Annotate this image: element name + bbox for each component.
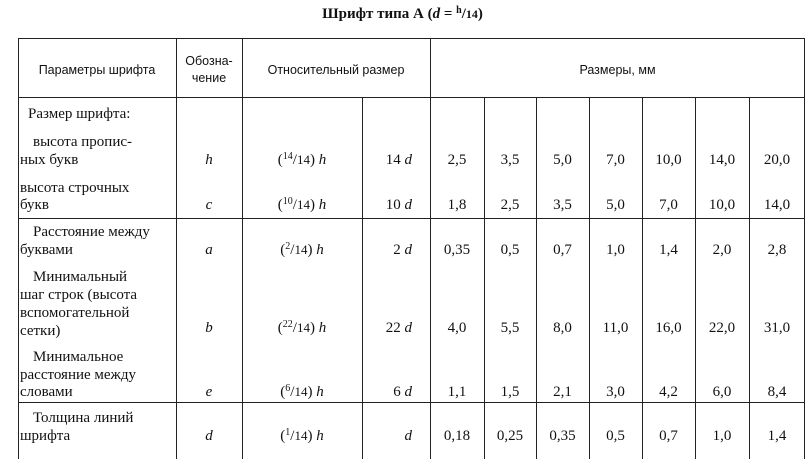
size-value: 2,0 <box>712 242 732 258</box>
size-value: 10,0 <box>655 152 682 168</box>
size-value: 2,5 <box>447 152 467 168</box>
size-value: 1,4 <box>659 242 678 258</box>
multiplier <box>362 319 412 337</box>
size-value: 10,0 <box>708 197 736 213</box>
relative-fraction: ($^{14}$/14) h <box>277 151 327 168</box>
multiplier-variable: d <box>404 384 412 400</box>
fraction-numerator: 1 <box>285 427 291 438</box>
size-value: 4,0 <box>447 320 467 336</box>
row-label: Расстояние между <box>33 224 150 240</box>
size-value: 1,8 <box>447 197 467 213</box>
size-value: 1,0 <box>606 242 625 258</box>
size-value: 0,7 <box>553 242 572 258</box>
size-value: 3,5 <box>553 197 572 213</box>
fraction-denominator: 14 <box>296 320 310 335</box>
relative-variable: h <box>318 320 327 336</box>
relative-fraction: ($^{22}$/14) h <box>277 319 327 336</box>
relative-fraction: ($^{10}$/14) h <box>277 196 327 213</box>
size-value: 0,18 <box>443 428 471 444</box>
header-designation: Обозна- чение <box>185 54 233 85</box>
row-label: расстояние между <box>20 367 137 383</box>
row-label: Минимальный <box>33 269 128 285</box>
row-divider-1 <box>18 218 805 219</box>
size-value: 14,0 <box>708 152 736 168</box>
designation-symbol: a <box>205 242 213 258</box>
size-value: 0,7 <box>659 428 678 444</box>
row-label: букв <box>20 197 49 213</box>
row-label: высота пропис- <box>33 134 133 150</box>
size-value: 2,5 <box>500 197 520 213</box>
table-title: Шрифт типа А (d = $^h$/14) <box>322 5 483 22</box>
multiplier <box>362 196 412 214</box>
multiplier-value: 14 <box>385 152 401 168</box>
designation-symbol: c <box>205 197 213 213</box>
header-relative: Относительный размер <box>267 63 405 77</box>
header-sizes: Размеры, мм <box>579 63 656 77</box>
row-label: вспомогательной <box>20 305 130 321</box>
size-value: 14,0 <box>763 197 791 213</box>
row-label: шрифта <box>20 428 71 444</box>
multiplier-value: 22 <box>385 320 401 336</box>
row-label: Толщина линий <box>33 410 134 426</box>
multiplier-variable: d <box>404 197 412 213</box>
relative-variable: h <box>316 428 324 444</box>
designation-symbol: b <box>205 320 213 336</box>
left-border <box>18 38 19 459</box>
fraction-denominator: 14 <box>294 428 308 443</box>
fraction-numerator: 2 <box>285 241 291 252</box>
size-value: 16,0 <box>655 320 682 336</box>
row-divider-2 <box>18 402 805 403</box>
multiplier-value: 10 <box>385 197 401 213</box>
multiplier-value: 2 <box>393 242 401 258</box>
size-value: 5,0 <box>553 152 572 168</box>
row-label: шаг строк (высота <box>20 287 138 303</box>
size-value: 2,8 <box>767 242 787 258</box>
size-value: 1,0 <box>712 428 732 444</box>
top-border <box>18 38 805 39</box>
size-value: 0,25 <box>496 428 524 444</box>
relative-fraction: ($^6$/14) h <box>280 383 324 400</box>
size-value: 0,35 <box>549 428 576 444</box>
header-params: Параметры шрифта <box>38 63 156 77</box>
size-value: 1,5 <box>500 384 520 400</box>
designation-symbol: d <box>205 428 213 444</box>
row-label: сетки) <box>20 323 61 339</box>
multiplier <box>362 241 412 259</box>
size-value: 11,0 <box>602 320 629 336</box>
size-value: 31,0 <box>763 320 791 336</box>
designation-symbol: h <box>205 152 213 168</box>
row-label: высота строчных <box>20 180 130 196</box>
size-value: 4,2 <box>659 384 678 400</box>
fraction-numerator: 22 <box>282 319 293 330</box>
size-value: 5,0 <box>606 197 625 213</box>
header-bottom-border <box>18 97 805 98</box>
multiplier <box>362 383 412 401</box>
size-value: 22,0 <box>708 320 736 336</box>
multiplier-variable: d <box>404 428 412 444</box>
size-value: 6,0 <box>712 384 732 400</box>
designation-symbol: e <box>205 384 213 400</box>
multiplier-value: 6 <box>393 384 401 400</box>
multiplier-variable: d <box>404 242 412 258</box>
fraction-numerator: 10 <box>282 196 293 207</box>
multiplier-variable: d <box>404 152 412 168</box>
relative-fraction: ($^2$/14) h <box>280 241 324 258</box>
multiplier <box>362 427 412 445</box>
fraction-denominator: 14 <box>296 197 310 212</box>
size-value: 20,0 <box>763 152 791 168</box>
size-value: 7,0 <box>659 197 678 213</box>
size-value: 3,5 <box>500 152 520 168</box>
fraction-denominator: 14 <box>296 152 310 167</box>
size-value: 2,1 <box>553 384 572 400</box>
size-value: 8,4 <box>767 384 787 400</box>
row-label: Минимальное <box>33 349 124 365</box>
size-value: 7,0 <box>606 152 625 168</box>
fraction-numerator: 14 <box>282 151 293 162</box>
fraction-denominator: 14 <box>294 242 308 257</box>
row-label: словами <box>20 384 73 400</box>
size-value: 1,1 <box>447 384 467 400</box>
size-value: 0,35 <box>443 242 471 258</box>
size-value: 8,0 <box>553 320 572 336</box>
multiplier <box>362 151 412 169</box>
fraction-numerator: 6 <box>285 383 291 394</box>
size-value: 5,5 <box>500 320 520 336</box>
relative-variable: h <box>318 152 327 168</box>
multiplier-variable: d <box>404 320 412 336</box>
fraction-denominator: 14 <box>294 384 308 399</box>
relative-variable: h <box>316 384 324 400</box>
size-value: 1,4 <box>767 428 787 444</box>
size-value: 0,5 <box>606 428 625 444</box>
row-label: буквами <box>20 242 73 258</box>
size-value: 3,0 <box>606 384 625 400</box>
row-label: ных букв <box>20 152 79 168</box>
relative-fraction: ($^1$/14) h <box>280 427 324 444</box>
size-value: 0,5 <box>500 242 520 258</box>
section-font-size: Размер шрифта: <box>28 106 131 122</box>
relative-variable: h <box>318 197 327 213</box>
relative-variable: h <box>316 242 324 258</box>
